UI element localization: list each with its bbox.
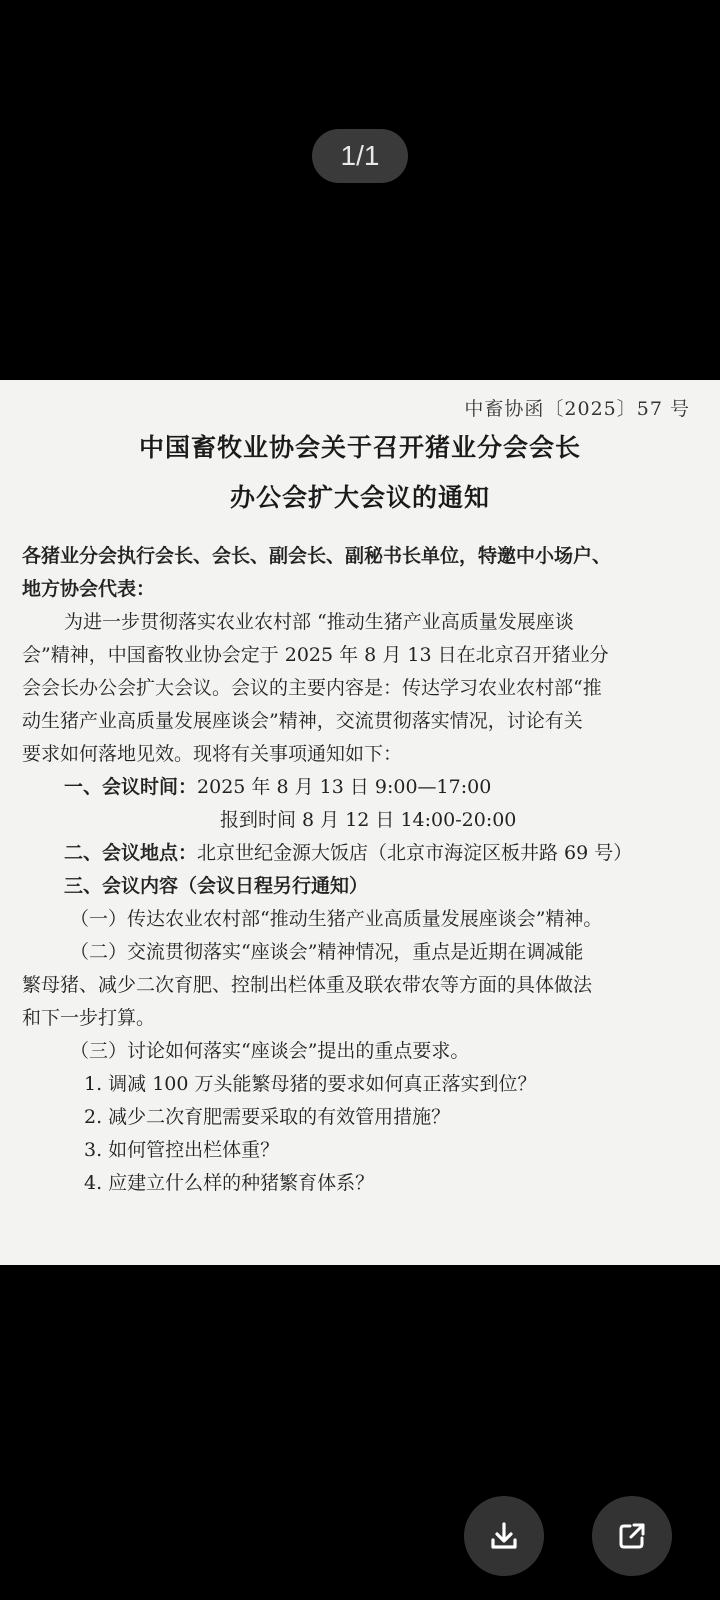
content-item-1: （一）传达农业农村部“推动生猪产业高质量发展座谈会”精神。 xyxy=(70,908,603,930)
meeting-content-heading: 三、会议内容（会议日程另行通知） xyxy=(64,875,369,897)
sub-item-4: 4. 应建立什么样的种猪繁育体系？ xyxy=(84,1172,375,1194)
content-item-3: （三）讨论如何落实“座谈会”提出的重点要求。 xyxy=(70,1040,470,1062)
addressee-line: 各猪业分会执行会长、会长、副会长、副秘书长单位，特邀中小场户、 xyxy=(22,545,612,567)
document-title-line-2: 办公会扩大会议的通知 xyxy=(229,483,490,512)
sub-item-1: 1. 调减 100 万头能繁母猪的要求如何真正落实到位？ xyxy=(84,1073,537,1095)
meeting-time-label: 一、会议时间： xyxy=(64,776,198,798)
download-button[interactable] xyxy=(464,1496,544,1576)
addressee-line: 地方协会代表： xyxy=(22,578,156,600)
document-body xyxy=(22,540,702,1200)
report-time-line: 报到时间 8 月 12 日 14:00-20:00 xyxy=(220,809,517,831)
meeting-location-label: 二、会议地点： xyxy=(64,842,198,864)
download-icon xyxy=(484,1516,524,1556)
meeting-location-line xyxy=(22,837,702,870)
paragraph-line: 动生猪产业高质量发展座谈会”精神，交流贯彻落实情况，讨论有关 xyxy=(22,710,583,732)
document-title-line-1: 中国畜牧业协会关于召开猪业分会会长 xyxy=(138,433,581,462)
sub-item-2: 2. 减少二次育肥需要采取的有效管用措施？ xyxy=(84,1106,451,1128)
meeting-time-value: 2025 年 8 月 13 日 9:00—17:00 xyxy=(197,776,492,798)
paragraph-line: 为进一步贯彻落实农业农村部 “推动生猪产业高质量发展座谈 xyxy=(64,611,574,633)
share-icon xyxy=(612,1516,652,1556)
page-indicator: 1/1 xyxy=(312,129,408,183)
document-number: 中畜协函〔2025〕57 号 xyxy=(464,398,690,420)
meeting-time-line xyxy=(22,771,702,804)
content-item-2-line: （二）交流贯彻落实“座谈会”精神情况，重点是近期在调减能 xyxy=(70,941,584,963)
content-item-2-line: 和下一步打算。 xyxy=(22,1007,156,1029)
content-item-2-line: 繁母猪、减少二次育肥、控制出栏体重及联农带农等方面的具体做法 xyxy=(22,974,593,996)
paragraph-line: 要求如何落地见效。现将有关事项通知如下： xyxy=(22,743,403,765)
sub-item-3: 3. 如何管控出栏体重？ xyxy=(84,1139,280,1161)
meeting-location-value: 北京世纪金源大饭店（北京市海淀区板井路 69 号） xyxy=(197,842,633,864)
paragraph-line: 会”精神，中国畜牧业协会定于 2025 年 8 月 13 日在北京召开猪业分 xyxy=(22,644,609,666)
share-button[interactable] xyxy=(592,1496,672,1576)
document-image[interactable] xyxy=(0,380,720,1265)
paragraph-line: 会会长办公会扩大会议。会议的主要内容是：传达学习农业农村部“推 xyxy=(22,677,602,699)
